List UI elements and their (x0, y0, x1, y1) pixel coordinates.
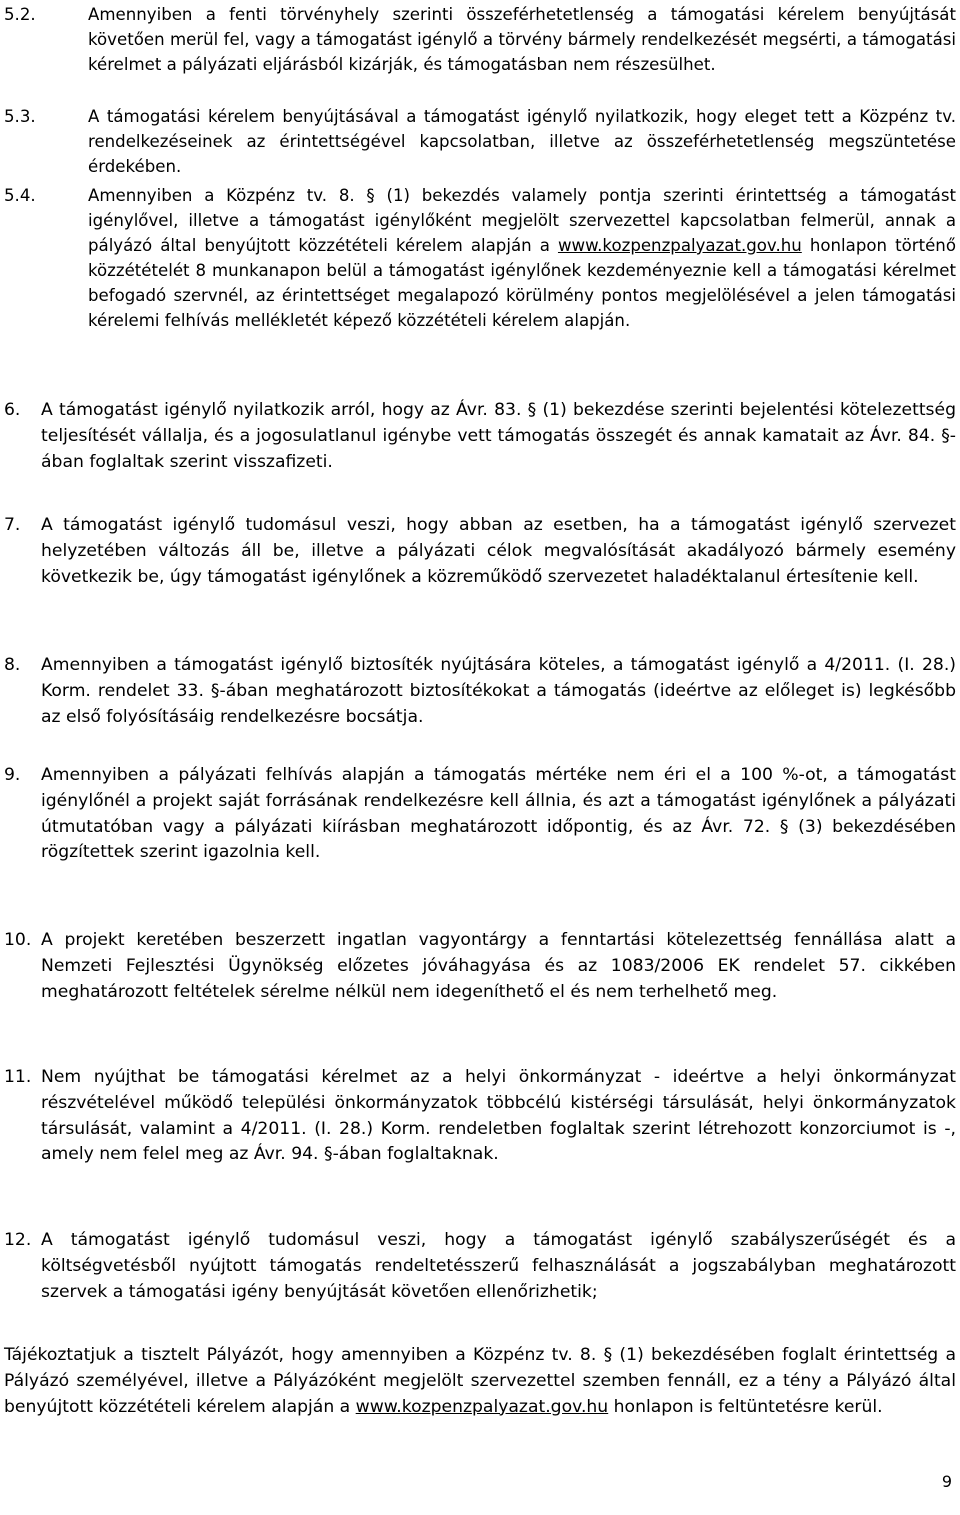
item-text: Nem nyújthat be támogatási kérelmet az a helyi önkormányzat - ideértve a helyi önkormányzat részvételével működő települési önkormányzatok többcélú kistérségi társulását, helyi önkormányzatok társulását, valamint a 4/2011. (I. 28.) Korm. rendeletben foglaltak szerint létrehozott konzorciumot is -, amely nem felel meg az Ávr. 94. §-ában foglaltaknak. (41, 1067, 956, 1165)
item-number: 6. (4, 400, 21, 420)
item-number: 8. (4, 655, 21, 675)
item-text (88, 183, 956, 333)
item-number: 7. (4, 515, 21, 535)
item-number: 5.4. (4, 186, 36, 205)
item-number: 10. (4, 930, 32, 950)
item-5-2 (4, 2, 956, 77)
item-text: A támogatást igénylő tudomásul veszi, hogy a támogatást igénylő szabályszerűségét és a költségvetésből nyújtott támogatás rendeltetésszerű felhasználását a jogszabályban meghatározott szervek a támogatási igény benyújtását követően ellenőrizhetik; (41, 1230, 956, 1302)
item-6 (4, 398, 956, 475)
kozpenzpalyazat-link[interactable]: www.kozpenzpalyazat.gov.hu (557, 236, 802, 255)
page-number: 9 (941, 1472, 952, 1491)
item-number: 9. (4, 765, 21, 785)
item-10 (4, 928, 956, 1005)
item-number: 12. (4, 1230, 32, 1250)
item-12 (4, 1228, 956, 1305)
item-5-4 (4, 183, 956, 333)
item-number: 11. (4, 1067, 32, 1087)
kozpenzpalyazat-link[interactable]: www.kozpenzpalyazat.gov.hu (355, 1396, 609, 1417)
item-text: A támogatási kérelem benyújtásával a támogatást igénylő nyilatkozik, hogy eleget tett a Közpénz tv. rendelkezéseinek az érintettségével kapcsolatban, illetve az összeférhetetlenség megszüntetése érdekében. (88, 107, 956, 176)
final-text-part: honlapon is feltüntetésre kerül. (608, 1396, 883, 1417)
item-text: Amennyiben a fenti törvényhely szerinti összeférhetetlenség a támogatási kérelem benyújtását követően merül fel, vagy a támogatást igénylő a törvény bármely rendelkezését megsérti, a támogatási kérelmet a pályázati eljárásból kizárják, és támogatásban nem részesülhet. (88, 5, 956, 74)
item-text: A támogatást igénylő nyilatkozik arról, hogy az Ávr. 83. § (1) bekezdése szerinti bejelentési kötelezettség teljesítését vállalja, és a jogosulatlanul igénybe vett támogatás összegét és annak kamatait az Ávr. 84. §-ában foglaltak szerint visszafizeti. (41, 400, 956, 472)
item-text-part: Amennyiben a Közpénz tv. 8. § (1) bekezdés valamely pontja szerinti érintettség a támogatást igénylővel, illetve a támogatást igénylőként megjelölt szervezettel kapcsolatban felmerül, annak a pályázó által benyújtott közzétételi kérelem alapján a (88, 186, 956, 255)
item-text-part: honlapon történő közzétételét 8 munkanapon belül a támogatást igénylőnek kezdeményeznie kell a támogatási kérelmet befogadó szervnél, az érintettséget megalapozó körülmény pontos megjelölésével a jelen támogatási kérelemi felhívás mellékletét képező közzétételi kérelem alapján. (88, 236, 956, 330)
item-5-3 (4, 104, 956, 179)
final-paragraph (4, 1343, 956, 1420)
final-text-part: Tájékoztatjuk a tisztelt Pályázót, hogy amennyiben a Közpénz tv. 8. § (1) bekezdésében foglalt érintettség a Pályázó személyével, illetve a Pályázóként megjelölt szervezettel szemben fennáll, ez a tény a Pályázó által benyújtott közzétételi kérelem alapján a (4, 1345, 956, 1417)
item-number: 5.2. (4, 5, 36, 24)
item-text: Amennyiben a pályázati felhívás alapján a támogatás mértéke nem éri el a 100 %-ot, a támogatást igénylőnél a projekt saját forrásának rendelkezésre kell állnia, és azt a támogatást igénylőnek a pályázati útmutatóban vagy a pályázati kiírásban meghatározott időpontig, és az Ávr. 72. § (3) bekezdésében rögzítettek szerint igazolnia kell. (41, 765, 956, 863)
item-text: A támogatást igénylő tudomásul veszi, hogy abban az esetben, ha a támogatást igénylő szervezet helyzetében változás áll be, illetve a pályázati célok megvalósítását akadályozó bármely esemény következik be, úgy támogatást igénylőnek a közreműködő szervezetet haladéktalanul értesítenie kell. (41, 515, 956, 587)
item-8 (4, 653, 956, 730)
item-text: Amennyiben a támogatást igénylő biztosíték nyújtására köteles, a támogatást igénylő a 4/2011. (I. 28.) Korm. rendelet 33. §-ában meghatározott biztosítékokat a támogatás (ideértve az előleget is) legkésőbb az első folyósításáig rendelkezésre bocsátja. (41, 655, 956, 727)
item-7 (4, 513, 956, 590)
item-text: A projekt keretében beszerzett ingatlan vagyontárgy a fenntartási kötelezettség fennállása alatt a Nemzeti Fejlesztési Ügynökség előzetes jóváhagyása és az 1083/2006 EK rendelet 57. cikkében meghatározott feltételek sérelme nélkül nem idegeníthető el és nem terhelhető meg. (41, 930, 956, 1002)
item-9 (4, 763, 956, 866)
item-11 (4, 1065, 956, 1168)
item-number: 5.3. (4, 107, 36, 126)
